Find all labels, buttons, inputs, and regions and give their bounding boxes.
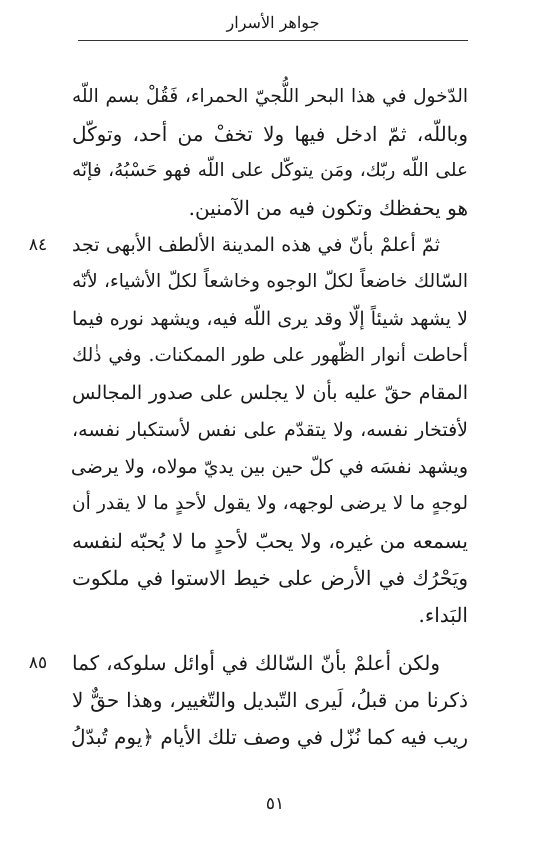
text-line: ويشهد نفسَه في كلّ حين بين يديّ مولاه، ولا يرضى (70, 456, 468, 478)
text-line: ريب فيه كما نُزّل في وصف تلك الأيام ﴿يوم تُبدّلُ (71, 725, 468, 749)
text-line: ذكرنا من قبلُ، لَيرى التّبديل والتّغيير، وهذا حقٌّ لا (72, 688, 468, 712)
text-line: ولكن أعلمْ بأنّ السّالك في أوائل سلوكه، كما (72, 651, 440, 675)
text-line: يسمعه من غيره، ولا يحبّ لأحدٍ ما لا يُحبّه لنفسه (72, 529, 468, 553)
page-number: ٥١ (265, 794, 285, 814)
text-line: هو يحفظك وتكون فيه من الآمنين. (188, 196, 468, 220)
text-line: أحاطت أنوار الظّهور على طور الممكنات. وفي ذٰلك (72, 345, 468, 366)
text-line: المقام حقّ عليه بأن لا يجلس على صدور المجالس (72, 382, 468, 404)
text-line: ثمّ أعلمْ بأنّ في هذه المدينة الألطف الأبهى تجد (72, 234, 440, 256)
text-line: على اللّه ربّك، ومَن يتوكّل على اللّه فهو حَسْبُهُ، فإنّه (72, 160, 468, 181)
text-line: البَداء. (418, 603, 468, 627)
text-line: لأفتخار نفسه، ولا يتقدّم على نفس لأستكبار نفسه، (72, 419, 468, 441)
text-line: ويَحْرُك في الأرض على خيط الاستوا في ملكوت (72, 566, 468, 590)
text-line: السّالك خاضعاً لكلّ الوجوه وخاشعاً لكلّ الأشياء، لأنّه (72, 271, 468, 292)
text-line: وباللّه، ثمّ ادخل فيها ولا تخفْ من أحد، وتوكّل (72, 122, 468, 146)
running-header: جواهر الأسرار (226, 13, 320, 32)
text-line: لوجهٍ ما لا يرضى لوجهه، ولا يقول لأحدٍ ما لا يقدر أن (72, 493, 468, 514)
text-line: الدّخول في هذا البحر اللُّجيّ الحمراء، فَقُلْ بسم اللّه (72, 86, 468, 107)
text-line: لا يشهد شيئاً إلّا وقد يرى اللّه فيه، ويشهد نوره فيما (72, 308, 468, 330)
header-divider (78, 40, 468, 41)
paragraph-number: ٨٥ (28, 653, 48, 673)
paragraph-number: ٨٤ (28, 235, 48, 255)
